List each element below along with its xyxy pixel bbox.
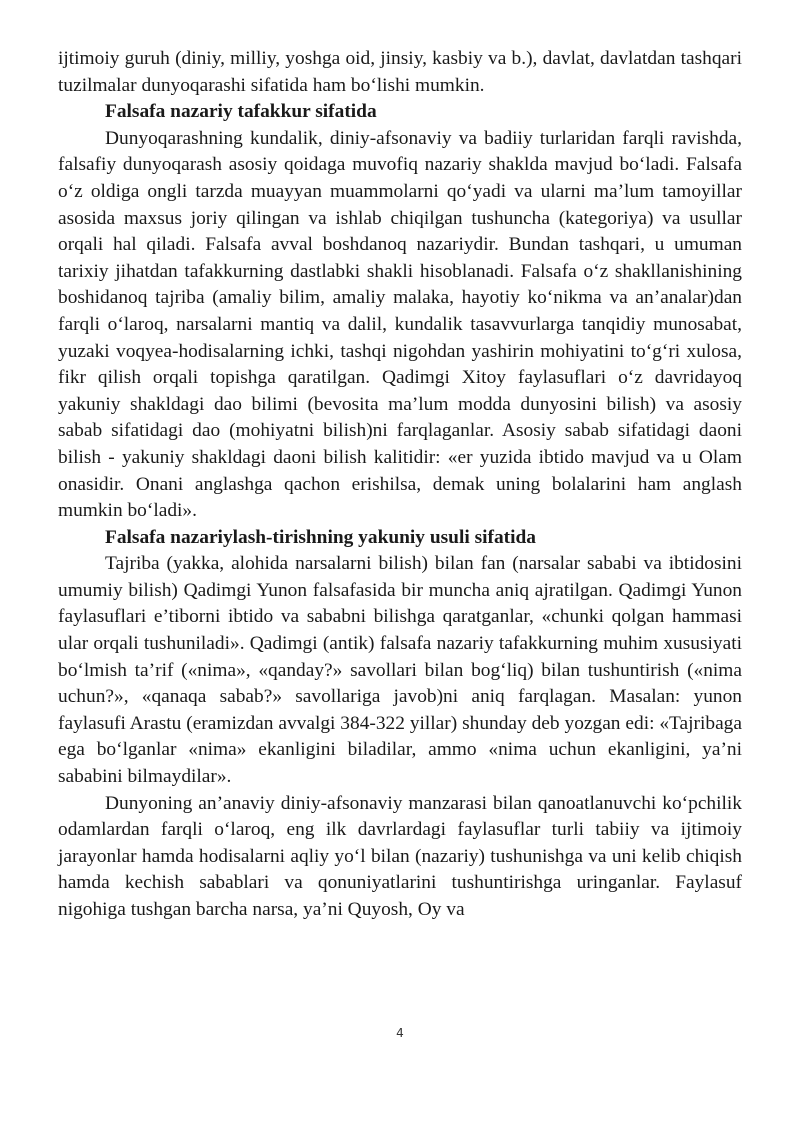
page-number: 4: [396, 1026, 404, 1040]
paragraph-traditional-worldview: Dunyoning an’anaviy diniy-afsonaviy manzarasi bilan qanoatlanuvchi ko‘pchilik odamlardan farqli o‘laroq, eng ilk davrlardagi faylasuflar turli tabiiy va ijtimoiy jarayonlar hamda hodisalarni aqliy yo‘l bilan (nazariy) tushunishga va uni kelib chiqish hamda kechish sabablari va qonuniyatlarini tushuntirishga uringanlar. Faylasuf nigohiga tushgan barcha narsa, ya’ni Quyosh, Oy va: [58, 792, 742, 920]
paragraph-experience-and-science: Tajriba (yakka, alohida narsalarni bilish) bilan fan (narsalar sababi va ibtidosini umumiy bilish) Qadimgi Yunon falsafasida bir muncha aniq ajratilgan. Qadimgi Yunon faylasuflari e’tiborni ibtido va sababni bilishga qaratganlar, «chunki qolgan hammasi ular orqali tushuniladi». Qadimgi (antik) falsafa nazariy tafakkurning muhim xususiyati bo‘lmish ta’rif («nima», «qanday?» savollari bilan bog‘liq) bilan tushuntirish («nima uchun?», «qanaqa sabab?» savollariga javob)ni aniq farqlagan. Masalan: yunon faylasufi Arastu (eramizdan avvalgi 384-322 yillar) shunday deb yozgan edi: «Tajribaga ega bo‘lganlar «nima» ekanligini biladilar, ammo «nima uchun ekanligini, ya’ni sababini bilmaydilar».: [58, 553, 742, 788]
section-heading-theoretical-thinking: Falsafa nazariy tafakkur sifatida: [105, 101, 377, 123]
document-page: [58, 46, 742, 924]
section-heading-theorization-method: Falsafa nazariylash-tirishning yakuniy usuli sifatida: [105, 526, 536, 548]
paragraph-intro-continuation: ijtimoiy guruh (diniy, milliy, yoshga oid, jinsiy, kasbiy va b.), davlat, davlatdan tashqari tuzilmalar dunyoqarashi sifatida ham bo‘lishi mumkin.: [58, 48, 742, 96]
paragraph-worldview-theory: Dunyoqarashning kundalik, diniy-afsonaviy va badiiy turlaridan farqli ravishda, falsafiy dunyoqarash asosiy qoidaga muvofiq nazariy shaklda mavjud bo‘ladi. Falsafa o‘z oldiga ongli tarzda muayyan muammolarni qo‘yadi va ularni ma’lum tamoyillar asosida maxsus joriy qilingan va ishlab chiqilgan tushuncha (kategoriya) va usullar orqali hal qiladi. Falsafa avval boshdanoq nazariydir. Bundan tashqari, u umuman tarixiy jihatdan tafakkurning dastlabki shakli hisoblanadi. Falsafa o‘z shakllanishining boshidanoq tajriba (amaliy bilim, amaliy malaka, hayotiy ko‘nikma va an’analar)dan farqli o‘laroq, narsalarni mantiq va dalil, kundalik tasavvurlarga tanqidiy munosabat, yuzaki voqyea-hodisalarning ichki, tashqi nigohdan yashirin mohiyatini to‘g‘ri xulosa, fikr qilish orqali topishga qaratilgan. Qadimgi Xitoy faylasuflari o‘z davridayoq yakuniy shakldagi dao bilimi (bevosita ma’lum modda dunyosini bilish) va asosiy sabab sifatidagi dao (mohiyatni bilish)ni farqlaganlar. Asosiy sabab sifatidagi daoni bilish - yakuniy shakldagi daoni bilish kalitidir: «er yuzida ibtido mavjud va u Olam onasidir. Onani anglashga qachon erishilsa, demak uning bolalarini ham anglash mumkin bo‘ladi».: [58, 127, 742, 522]
